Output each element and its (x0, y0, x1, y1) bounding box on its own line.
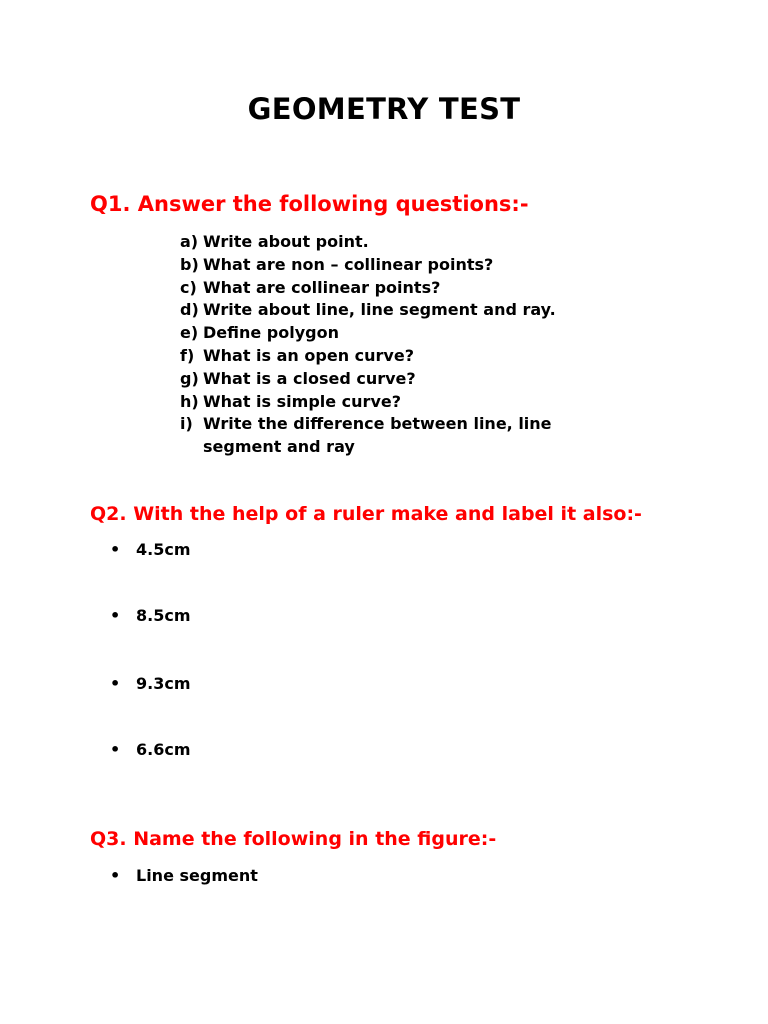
list-item (180, 391, 620, 414)
bullet-item (110, 540, 191, 559)
list-marker: b) (180, 254, 199, 274)
list-marker: f) (180, 345, 195, 365)
bullet-glyph: • (110, 540, 121, 559)
bullet-text: 6.6cm (136, 740, 191, 759)
bullet-glyph: • (110, 674, 121, 693)
list-item-text: Write about point. (203, 232, 369, 251)
list-item (180, 299, 620, 322)
bullet-text: 4.5cm (136, 540, 191, 559)
list-marker: c) (180, 277, 197, 297)
list-item-text: Write about line, line segment and ray. (203, 300, 556, 320)
list-item (180, 368, 620, 391)
page-title: GEOMETRY TEST (247, 92, 521, 126)
list-marker: a) (180, 232, 199, 251)
list-item (180, 345, 620, 368)
list-marker: e) (180, 323, 199, 343)
list-item (180, 254, 620, 277)
list-item (180, 277, 620, 300)
list-item-text: Define polygon (203, 323, 339, 343)
list-item (180, 231, 620, 254)
list-item-text: What is an open curve? (203, 345, 414, 365)
bullet-text: Line segment (136, 866, 258, 885)
list-item-text: What is simple curve? (203, 391, 401, 411)
list-marker: i) (180, 414, 193, 434)
list-marker: h) (180, 391, 199, 411)
list-item-text: What are collinear points? (203, 277, 441, 297)
list-marker: g) (180, 368, 199, 388)
list-item (180, 413, 620, 459)
bullet-item (110, 606, 191, 625)
question-1-heading: Q1. Answer the following questions:- (90, 192, 529, 216)
bullet-item (110, 866, 258, 885)
question-2-heading: Q2. With the help of a ruler make and label it also:- (90, 503, 642, 525)
list-item-text: What is a closed curve? (203, 368, 416, 388)
list-marker: d) (180, 300, 199, 320)
question-1-list (180, 231, 620, 459)
list-item (180, 322, 620, 345)
question-3-heading: Q3. Name the following in the figure:- (90, 828, 497, 850)
bullet-glyph: • (110, 866, 121, 885)
list-item-text: What are non – collinear points? (203, 254, 494, 274)
bullet-item (110, 740, 191, 759)
bullet-glyph: • (110, 740, 121, 759)
bullet-text: 9.3cm (136, 674, 191, 693)
bullet-item (110, 674, 191, 693)
bullet-glyph: • (110, 606, 121, 625)
list-item-text: Write the difference between line, line segment and ray (203, 414, 552, 457)
bullet-text: 8.5cm (136, 606, 191, 625)
